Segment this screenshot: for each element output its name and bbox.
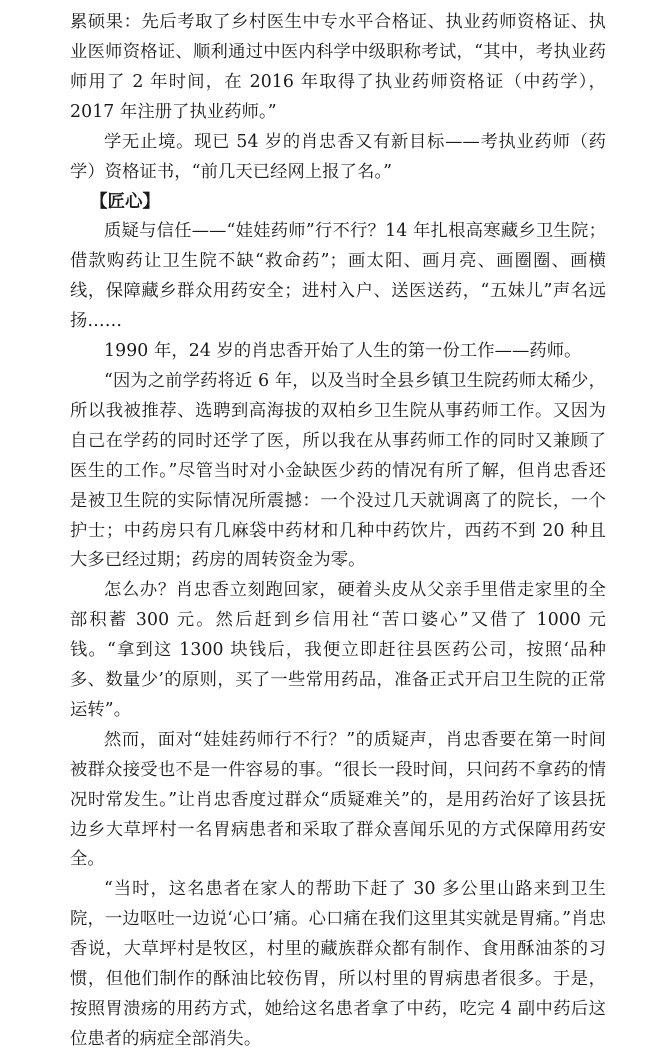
paragraph-clinic-conditions: “因为之前学药将近 6 年，以及当时全县乡镇卫生院药师太稀少，所以我被推荐、选聘到高海拔的双柏乡卫生院从事药师工作。又因为自己在学药的同时还学了医，所以我在从事药师工作的同时又兼顾了医生的工作。”尽管当时对小金缺医少药的情况有所了解，但肖忠香还是被卫生院的实际情况所震撼：一个没过几天就调离了的院长，一个护士；中药房只有几麻袋中药材和几种中药饮片，西药不到 20 种且大多已经过期；药房的周转资金为零。: [70, 370, 606, 571]
section-heading: 【匠心】: [90, 192, 160, 213]
paragraph-doubts: 然而，面对“娃娃药师行不行？”的质疑声，肖忠香要在第一时间被群众接受也不是一件容易的事。“很长一段时间，只问药不拿药的情况时常发生。”让肖忠香度过群众“质疑难关”的，是用药治好了该县抚边乡大草坪村一名胃病患者和采取了群众喜闻乐见的方式保障用药安全。: [70, 729, 606, 870]
paragraph-patient-story: “当时，这名患者在家人的帮助下赶了 30 多公里山路来到卫生院，一边呕吐一边说‘心口’痛。心口痛在我们这里其实就是胃痛。”肖忠香说，大草坪村是牧区，村里的藏族群众都有制作、食用酥油茶的习惯，但他们制作的酥油比较伤胃，所以村里的胃病患者很多。于是，按照胃溃疡的用药方式，她给这名患者拿了中药，吃完 4 副中药后这位患者的病症全部消失。: [70, 879, 606, 1049]
article-body: [70, 8, 606, 1055]
paragraph-first-job: 1990 年，24 岁的肖忠香开始了人生的第一份工作——药师。: [104, 341, 582, 362]
paragraph-summary: 质疑与信任——“娃娃药师”行不行？14 年扎根高寒藏乡卫生院；借款购药让卫生院不缺“救命药”；画太阳、画月亮、画圈圈、画横线，保障藏乡群众用药安全；进村入户、送医送药，“五妹儿”声名远扬……: [70, 221, 606, 332]
paragraph-new-goal: 学无止境。现已 54 岁的肖忠香又有新目标——考执业药师（药学）资格证书，“前几天已经网上报了名。”: [70, 131, 606, 182]
paragraph-borrowing-money: 怎么办？肖忠香立刻跑回家，硬着头皮从父亲手里借走家里的全部积蓄 300 元。然后赶到乡信用社“苦口婆心”又借了 1000 元钱。“拿到这 1300 块钱后，我便立即赶往县医药公司，按照‘品种多、数量少’的原则，买了一些常用药品，准备正式开启卫生院的正常运转”。: [70, 580, 606, 720]
paragraph-credentials: 累硕果：先后考取了乡村医生中专水平合格证、执业药师资格证、执业医师资格证、顺利通过中医内科学中级职称考试，“其中，考执业药师用了 2 年时间，在 2016 年取得了执业药师资格证（中药学），2017 年注册了执业药师。”: [70, 12, 606, 122]
